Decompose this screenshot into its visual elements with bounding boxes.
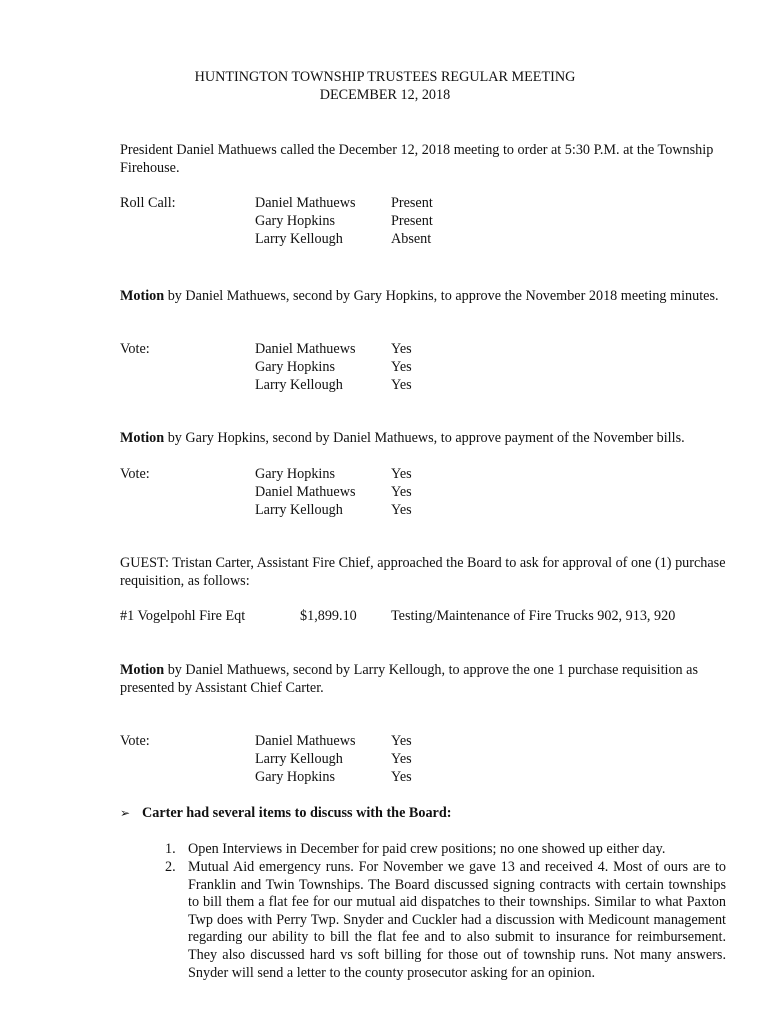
vote-2-name: Daniel Mathuews (255, 484, 356, 500)
vote-1-label: Vote: (120, 341, 150, 357)
vote-3-name: Larry Kellough (255, 751, 343, 767)
list-item-text: Mutual Aid emergency runs. For November we gave 13 and received 4. Most of ours are to Franklin and Twin Townships. The Board discussed signing contracts with certain townships to bill them a flat fee for our mutual aid dispatches to their townships. Similar to what Paxton Twp does with Perry Twp. Snyder and Cuckler had a discussion with Medicount management regarding our ability to bill the flat fee and to also submit to insurance for reimbursement. They also discussed hard vs soft billing for those out of township runs. Not many answers. Snyder will send a letter to the county prosecutor asking for an opinion. (188, 859, 726, 981)
vote-1-name: Gary Hopkins (255, 359, 335, 375)
roll-call-status: Absent (391, 231, 432, 247)
motion-3-paragraph (120, 662, 730, 697)
roll-call-name: Daniel Mathuews (255, 195, 356, 211)
vote-3-name: Gary Hopkins (255, 769, 335, 785)
vote-3-value: Yes (391, 733, 412, 749)
vote-3-value: Yes (391, 769, 412, 785)
vote-1-value: Yes (391, 341, 412, 357)
list-item-number: 2. (165, 859, 176, 875)
vote-3-name: Daniel Mathuews (255, 733, 356, 749)
vote-2-value: Yes (391, 484, 412, 500)
vote-3-label: Vote: (120, 733, 150, 749)
roll-call-name: Larry Kellough (255, 231, 343, 247)
vote-1-name: Daniel Mathuews (255, 341, 356, 357)
vote-1-name: Larry Kellough (255, 377, 343, 393)
motion-2-paragraph (120, 430, 740, 448)
roll-call-status: Present (391, 195, 433, 211)
motion-1-text: by Daniel Mathuews, second by Gary Hopkins, to approve the November 2018 meeting minutes. (164, 288, 719, 304)
discussion-heading: Carter had several items to discuss with the Board: (142, 805, 452, 821)
requisition-item: #1 Vogelpohl Fire Eqt (120, 608, 246, 624)
vote-1-value: Yes (391, 377, 412, 393)
vote-2-name: Gary Hopkins (255, 466, 335, 482)
motion-3-label: Motion (120, 662, 165, 678)
vote-2-name: Larry Kellough (255, 502, 343, 518)
motion-1-label: Motion (120, 288, 165, 304)
requisition-description: Testing/Maintenance of Fire Trucks 902, 913, 920 (391, 608, 676, 624)
motion-1-paragraph (120, 288, 730, 306)
requisition-amount: $1,899.10 (300, 608, 357, 624)
motion-2-label: Motion (120, 430, 165, 446)
arrow-bullet-icon: ➢ (120, 806, 131, 820)
vote-2-label: Vote: (120, 466, 150, 482)
roll-call-label: Roll Call: (120, 195, 176, 211)
vote-1-value: Yes (391, 359, 412, 375)
vote-3-value: Yes (391, 751, 412, 767)
roll-call-name: Gary Hopkins (255, 213, 335, 229)
motion-3-text: by Daniel Mathuews, second by Larry Kellough, to approve the one 1 purchase requisition as presented by Assistant Chief Carter. (120, 662, 699, 696)
document-date: DECEMBER 12, 2018 (319, 87, 451, 103)
guest-paragraph: GUEST: Tristan Carter, Assistant Fire Chief, approached the Board to ask for approval of one (1) purchase requisition, as follows: (120, 555, 726, 589)
list-item-number: 1. (165, 841, 176, 857)
vote-2-value: Yes (391, 466, 412, 482)
list-item-text: Open Interviews in December for paid crew positions; no one showed up either day. (188, 841, 666, 857)
document-title: HUNTINGTON TOWNSHIP TRUSTEES REGULAR MEETING (194, 69, 576, 85)
motion-2-text: by Gary Hopkins, second by Daniel Mathuews, to approve payment of the November bills. (164, 430, 685, 446)
roll-call-status: Present (391, 213, 433, 229)
opening-paragraph: President Daniel Mathuews called the December 12, 2018 meeting to order at 5:30 P.M. at the Township Firehouse. (120, 142, 714, 176)
vote-2-value: Yes (391, 502, 412, 518)
